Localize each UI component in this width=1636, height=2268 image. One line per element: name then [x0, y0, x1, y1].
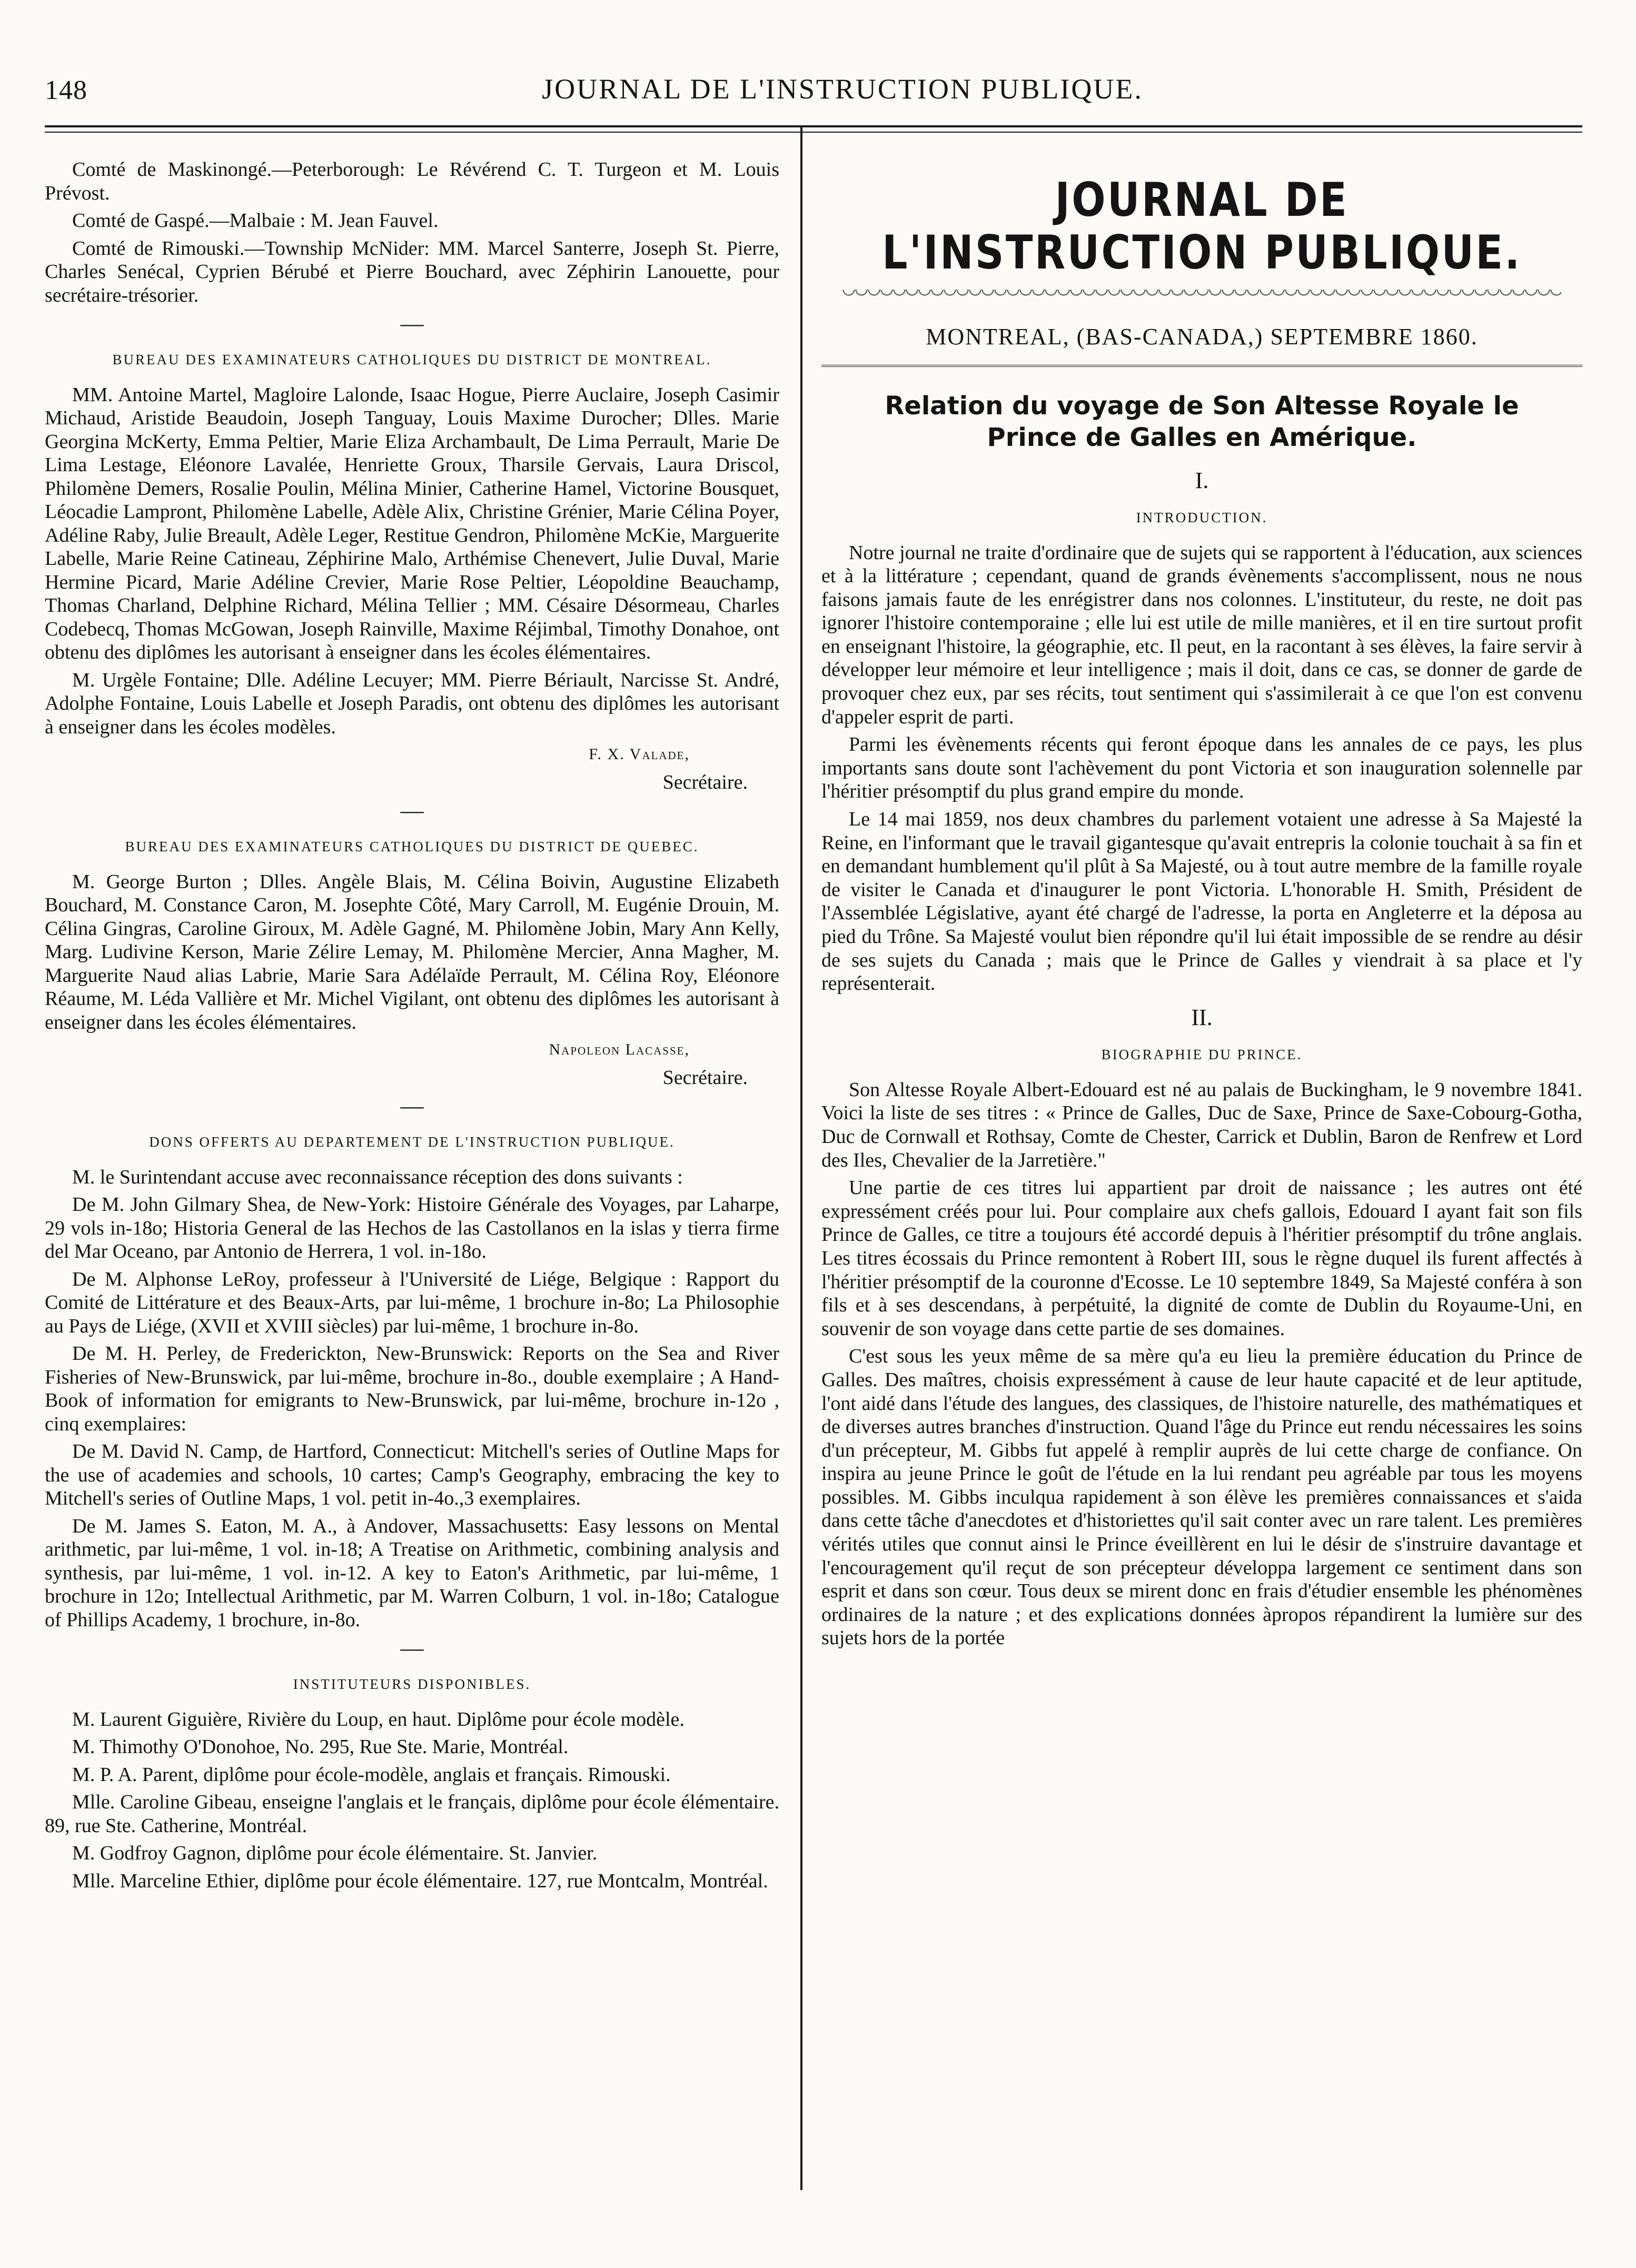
section-paragraph: M. le Surintendant accuse avec reconnaissance réception des dons suivants :	[72, 1166, 683, 1188]
header-rule	[45, 125, 1582, 127]
page-number: 148	[45, 75, 87, 105]
article-paragraph: Une partie de ces titres lui appartient par droit de naissance ; les autres ont été expressément créés pour lui. Pour complaire aux chefs gallois, Edouard I ayant fait son fils Prince de Galles, ce titre a toujours été accordé depuis à l'héritier présomptif du trône anglais. Les titres écossais du Prince remontent à Robert III, sous le règne duquel ils furent affectés à l'héritier présomptif de la couronne d'Ecosse. Le 10 septembre 1849, Sa Majesté conféra à son fils et à ses descendans, à perpétuité, la dignité de comte de Dublin du Royaume-Uni, en souvenir de son voyage dans cette partie de ses domaines.	[821, 1177, 1582, 1340]
section-heading-instituteurs: INSTITUTEURS DISPONIBLES.	[293, 1676, 531, 1692]
section-paragraph: De M. James S. Eaton, M. A., à Andover, Massachusetts: Easy lessons on Mental arithmetic, par lui-même, 1 vol. in-18; A Treatise on Arithmetic, combining analysis and synthesis, par lui-même, 1 vol. in-12. A key to Eaton's Arithmetic, par lui-même, 1 brochure in 12o; Intellectual Arithmetic, par M. Warren Colburn, 1 vol. in-18o; Catalogue of Phillips Academy, 1 brochure, in-8o.	[45, 1515, 779, 1631]
signature-title: Secrétaire.	[662, 1066, 748, 1089]
section-paragraph: Mlle. Marceline Ethier, diplôme pour école élémentaire. 127, rue Montcalm, Montréal.	[72, 1869, 768, 1892]
right-column	[821, 158, 1582, 1654]
signature-name: F. X. Valade,	[589, 745, 690, 763]
signature-name: Napoleon Lacasse,	[549, 1041, 690, 1058]
section-paragraph: M. P. A. Parent, diplôme pour école-modèle, anglais et français. Rimouski.	[72, 1763, 671, 1786]
article-paragraph: C'est sous les yeux même de sa mère qu'a eu lieu la première éducation du Prince de Galles. Des maîtres, choisis expressément à cause de leur haute capacité et de leur aptitude, l'ont aidé dans l'étude des langues, des classiques, de l'histoire naturelle, des mathématiques et de diverses autres branches d'instruction. Quand l'âge du Prince eut rendu nécessaires les soins d'un précepteur, M. Gibbs fut appelé à remplir auprès de lui cette charge de confiance. On inspira au jeune Prince le goût de l'étude en la lui rendant peu agréable par tous les moyens possibles. M. Gibbs inculqua rapidement à son élève les premières connaissances et s'aida dans cette tâche d'anecdotes et d'historiettes qu'il sait conter avec un rare talent. Les premières vérités utiles que connut ainsi le Prince éveillèrent en lui le désir de s'instruire davantage et l'encouragement qu'il reçut de son précepteur développa largement ce sentiment dans son esprit et dans son cœur. Tous deux se mirent donc en frais d'étudier ensemble les phénomènes ordinaires de la nature ; et des explications données àpropos répandirent la lumière sur des sujets hors de la portée	[821, 1345, 1582, 1649]
article-paragraph: Son Altesse Royale Albert-Edouard est né au palais de Buckingham, le 9 novembre 1841. Voici la liste de ses titres : « Prince de Galles, Duc de Saxe, Prince de Saxe-Cobourg-Gotha, Duc de Cornwall et Rothsay, Comte de Chester, Carrick et Dublin, Baron de Renfrew et Lord des Iles, Chevalier de la Jarretière."	[821, 1078, 1582, 1171]
article-paragraph: Parmi les évènements récents qui feront époque dans les annales de ce pays, les plus importants sans doute sont l'achèvement du pont Victoria et son inauguration solennelle par l'héritier présomptif du plus grand empire du monde.	[821, 733, 1582, 803]
intro-paragraph: Comté de Gaspé.—Malbaie : M. Jean Fauvel.	[72, 210, 439, 232]
running-title: JOURNAL DE L'INSTRUCTION PUBLIQUE.	[542, 73, 1143, 105]
section-paragraph: MM. Antoine Martel, Magloire Lalonde, Isaac Hogue, Pierre Auclaire, Joseph Casimir Michaud, Aristide Beaudoin, Joseph Tanguay, Louis Maxime Durocher; Dlles. Marie Georgina McKerty, Emma Peltier, Marie Eliza Archambault, De Lima Perrault, Marie De Lima Lestage, Eléonore Lavalée, Henriette Groux, Tharsile Gervais, Laura Driscol, Philomène Demers, Rosalie Poulin, Mélina Minier, Catherine Hamel, Victorine Bousquet, Léocadie Lampront, Philomène Labelle, Adèle Alix, Christine Grénier, Marie Célina Poyer, Adéline Raby, Julie Breault, Adèle Leger, Restitue Gendron, Philomène McKie, Marguerite Labelle, Marie Reine Catineau, Zéphirine Malo, Arthémise Chenevert, Julie Duval, Marie Hermine Picard, Marie Adéline Crevier, Marie Rose Peltier, Léopoldine Beauchamp, Thomas Charland, Delphine Richard, Mélina Tellier ; MM. Césaire Désormeau, Charles Codebecq, Thomas McGowan, Joseph Rainville, Maxime Réjimbal, Timothy Donahoe, ont obtenu des diplômes les autorisant à enseigner dans les écoles élémentaires.	[45, 383, 779, 663]
header-rule-thin	[45, 132, 1582, 133]
signature-title: Secrétaire.	[662, 771, 748, 793]
part-numeral: I.	[1195, 467, 1209, 493]
article-paragraph: Le 14 mai 1859, nos deux chambres du parlement votaient une adresse à Sa Majesté la Reine, en l'informant que le travail gigantesque qu'avait entrepris la colonie touchait à sa fin et en demandant humblement qu'il plût à Sa Majesté, ou à tout autre membre de la famille royale de visiter le Canada et d'inaugurer le pont Victoria. L'honorable H. Smith, Président de l'Assemblée Législative, ayant été chargé de l'adresse, la porta en Angleterre et la déposa au pied du Trône. Sa Majesté voulut bien répondre qu'il lui était impossible de se rendre au désir de ses sujets du Canada ; mais que le Prince de Galles y viendrait à sa place et l'y représenterait.	[821, 808, 1582, 995]
section-heading-montreal: BUREAU DES EXAMINATEURS CATHOLIQUES DU DISTRICT DE MONTREAL.	[112, 352, 712, 367]
section-separator: —	[400, 1635, 424, 1661]
section-heading-dons: DONS OFFERTS AU DEPARTEMENT DE L'INSTRUCTION PUBLIQUE.	[149, 1134, 675, 1150]
section-separator: —	[400, 311, 424, 336]
part-heading: BIOGRAPHIE DU PRINCE.	[1101, 1047, 1303, 1063]
masthead: JOURNAL DE L'INSTRUCTION PUBLIQUE.	[882, 173, 1522, 280]
section-paragraph: De M. John Gilmary Shea, de New-York: Histoire Générale des Voyages, par Laharpe, 29 vols in-18o; Historia General de las Hechos de las Castollanos en la islas y tierra firme del Mar Oceano, par Antonio de Herrera, 1 vol. in-18o.	[45, 1193, 779, 1262]
left-column	[45, 158, 779, 1897]
section-separator: —	[400, 1093, 424, 1119]
section-paragraph: De M. David N. Camp, de Hartford, Connecticut: Mitchell's series of Outline Maps for the use of academies and schools, 10 cartes; Camp's Geography, embracing the key to Mitchell's series of Outline Maps, 1 vol. petit in-4o.,3 exemplaires.	[45, 1440, 779, 1509]
double-rule	[821, 365, 1582, 369]
dateline: MONTREAL, (BAS-CANADA,) SEPTEMBRE 1860.	[926, 324, 1478, 350]
section-separator: —	[400, 798, 424, 823]
section-paragraph: Mlle. Caroline Gibeau, enseigne l'anglais et le français, diplôme pour école élémentaire. 89, rue Ste. Catherine, Montréal.	[45, 1791, 779, 1837]
section-paragraph: M. Thimothy O'Donohoe, No. 295, Rue Ste. Marie, Montréal.	[72, 1736, 569, 1758]
section-paragraph: M. Laurent Giguière, Rivière du Loup, en haut. Diplôme pour école modèle.	[72, 1708, 685, 1730]
article-title: Relation du voyage de Son Altesse Royale le Prince de Galles en Amérique.	[885, 391, 1519, 452]
section-paragraph: M. George Burton ; Dlles. Angèle Blais, M. Célina Boivin, Augustine Elizabeth Bouchard, M. Constance Caron, M. Josephte Côté, Mary Carroll, M. Eugénie Drouin, M. Célina Gingras, Caroline Giroux, M. Adèle Gagné, M. Philomène Jobin, Mary Ann Kelly, Marg. Ludivine Kerson, Marie Zélire Lemay, M. Philomène Mercier, Anna Magher, M. Marguerite Naud alias Labrie, Marie Sara Adélaïde Perrault, M. Célina Roy, Eléonore Réaume, M. Léda Vallière et Mr. Michel Vigilant, ont obtenu des diplômes les autorisant à enseigner dans les écoles élémentaires.	[45, 870, 779, 1033]
intro-paragraph: Comté de Rimouski.—Township McNider: MM. Marcel Santerre, Joseph St. Pierre, Charles Senécal, Cyprien Bérubé et Pierre Bouchard, avec Zéphirin Lanouette, pour secrétaire-trésorier.	[45, 237, 779, 306]
section-paragraph: M. Urgèle Fontaine; Dlle. Adéline Lecuyer; MM. Pierre Bériault, Narcisse St. André, Adolphe Fontaine, Louis Labelle et Joseph Paradis, ont obtenu des diplômes les autorisant à enseigner dans les écoles modèles.	[45, 669, 779, 738]
part-numeral: II.	[1191, 1004, 1213, 1030]
section-paragraph: M. Godfroy Gagnon, diplôme pour école élémentaire. St. Janvier.	[72, 1842, 598, 1864]
part-heading: INTRODUCTION.	[1136, 510, 1268, 525]
column-divider	[800, 126, 802, 2190]
wave-ornament	[842, 290, 1561, 305]
section-paragraph: De M. H. Perley, de Frederickton, New-Brunswick: Reports on the Sea and River Fisheries of New-Brunswick, par lui-même, brochure in-8o., double exemplaire ; A Hand-Book of information for emigrants to New-Brunswick, par lui-même, brochure in-12o , cinq exemplaires:	[45, 1342, 779, 1435]
section-heading-quebec: BUREAU DES EXAMINATEURS CATHOLIQUES DU DISTRICT DE QUEBEC.	[125, 839, 699, 854]
intro-paragraph: Comté de Maskinongé.—Peterborough: Le Révérend C. T. Turgeon et M. Louis Prévost.	[45, 158, 779, 204]
section-paragraph: De M. Alphonse LeRoy, professeur à l'Université de Liége, Belgique : Rapport du Comité de Littérature et des Beaux-Arts, par lui-même, 1 brochure in-8o; La Philosophie au Pays de Liége, (XVII et XVIII siècles) par lui-même, 1 brochure in-8o.	[45, 1268, 779, 1337]
article-paragraph: Notre journal ne traite d'ordinaire que de sujets qui se rapportent à l'éducation, aux sciences et à la littérature ; cependant, quand de grands évènements s'accomplissent, nous ne nous faisons jamais faute de les enrégistrer dans nos colonnes. L'instituteur, du reste, ne doit pas ignorer l'histoire contemporaine ; elle lui est utile de mille manières, et il en tire surtout profit en enseignant l'histoire, la géographie, etc. Il peut, en la racontant à ses élèves, la faire servir à développer leur mémoire et leur intelligence ; mais il doit, dans ce cas, se donner de garde de provoquer chez eux, par ses récits, tout sentiment qui s'assimilerait à ce que l'on est convenu d'appeler esprit de parti.	[821, 541, 1582, 728]
